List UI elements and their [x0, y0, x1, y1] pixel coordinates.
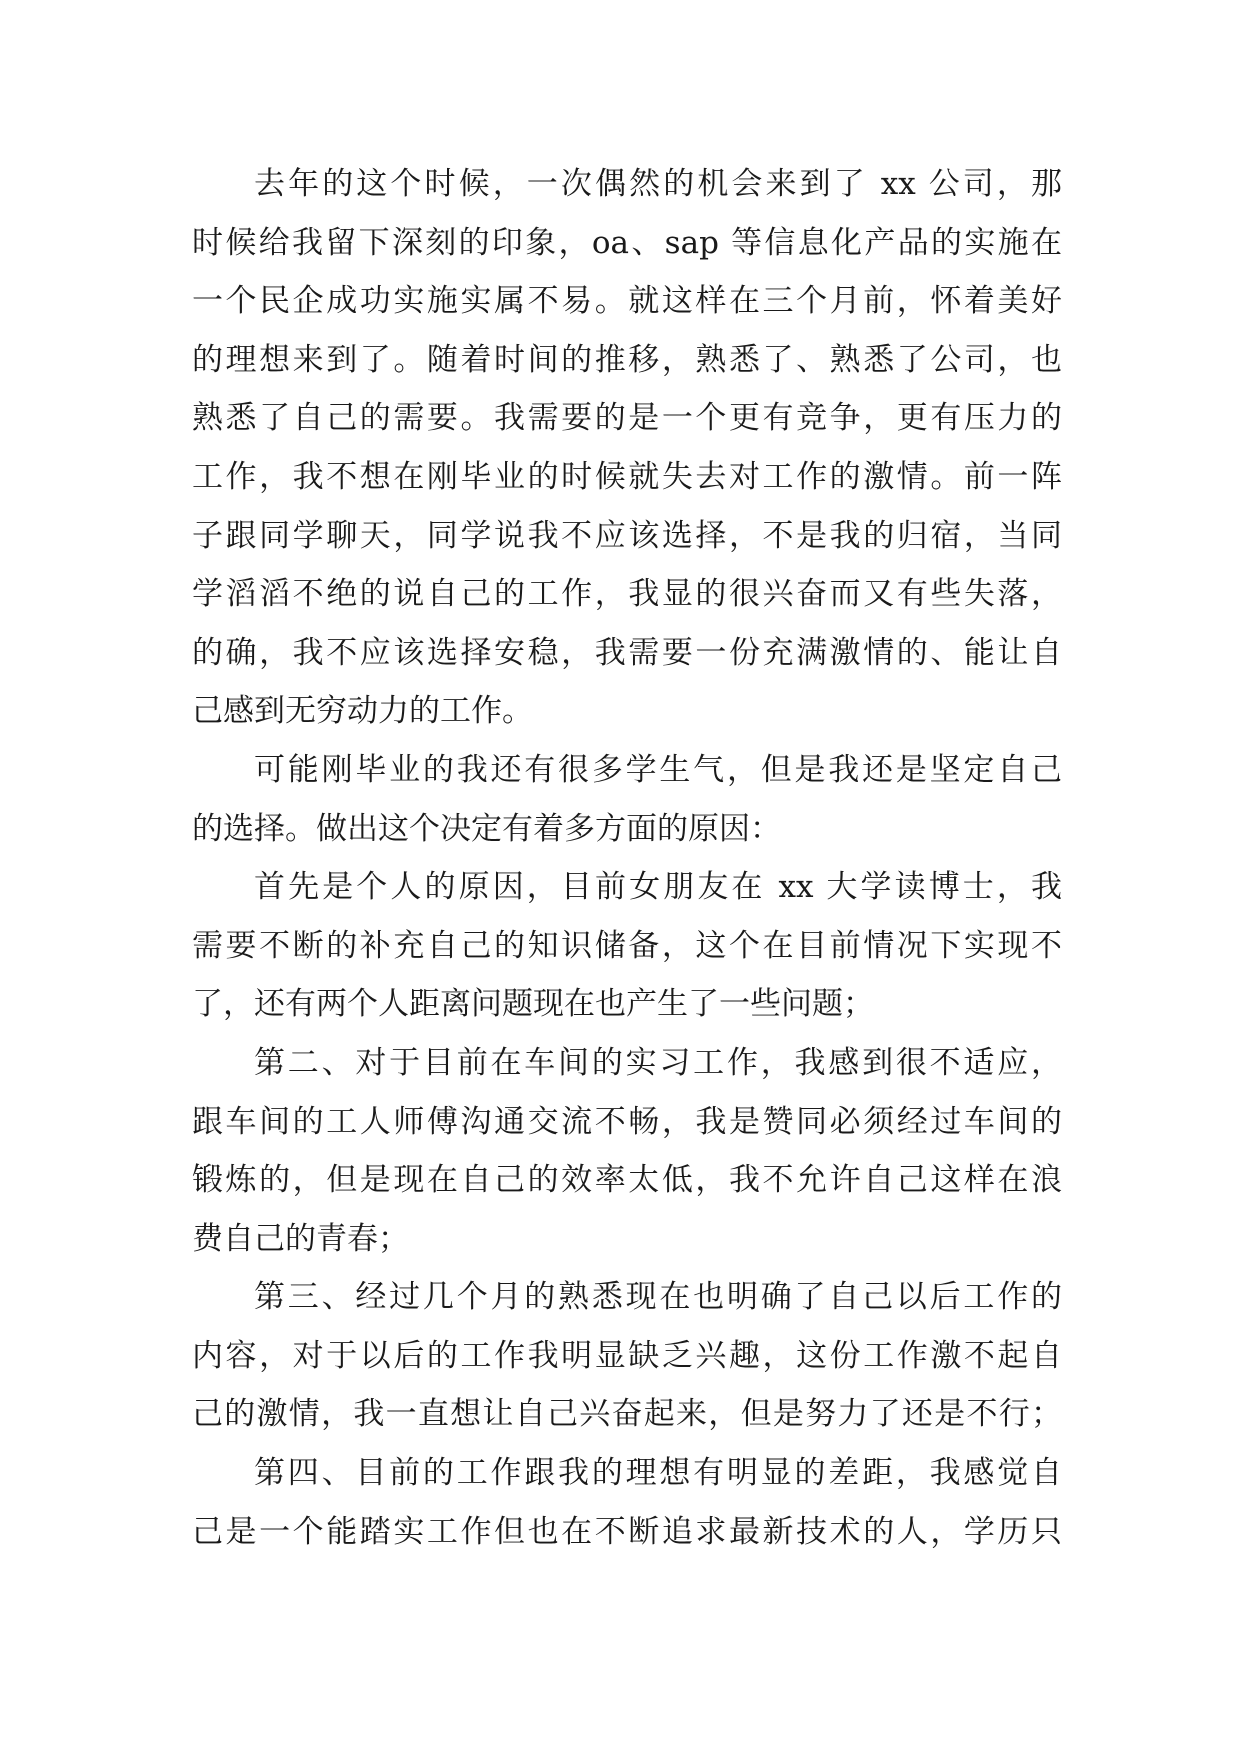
- text-line: 子跟同学聊天，同学说我不应该选择，不是我的归宿，当同: [192, 517, 1062, 554]
- text-line: 第三、经过几个月的熟悉现在也明确了自己以后工作的: [254, 1279, 1062, 1316]
- text-line: 的选择。做出这个决定有着多方面的原因：: [192, 810, 781, 847]
- text-line: 锻炼的，但是现在自己的效率太低，我不允许自己这样在浪: [192, 1162, 1062, 1199]
- document-body: [192, 155, 1062, 1561]
- text-line: 一个民企成功实施实属不易。就这样在三个月前，怀着美好: [192, 283, 1062, 320]
- text-line: 可能刚毕业的我还有很多学生气，但是我还是坚定自己: [254, 751, 1062, 788]
- text-line: 第二、对于目前在车间的实习工作，我感到很不适应，: [254, 1044, 1062, 1081]
- text-line: 己感到无穷动力的工作。: [192, 693, 533, 730]
- text-line: 己的激情，我一直想让自己兴奋起来，但是努力了还是不行；: [192, 1396, 1062, 1433]
- text-line: 的理想来到了。随着时间的推移，熟悉了、熟悉了公司，也: [192, 341, 1062, 378]
- text-line: 需要不断的补充自己的知识储备，这个在目前情况下实现不: [192, 927, 1062, 964]
- text-line: 工作，我不想在刚毕业的时候就失去对工作的激情。前一阵: [192, 458, 1062, 495]
- text-line: 学滔滔不绝的说自己的工作，我显的很兴奋而又有些失落，: [192, 576, 1062, 613]
- text-line: 己是一个能踏实工作但也在不断追求最新技术的人，学历只: [192, 1513, 1062, 1550]
- text-line: 时候给我留下深刻的印象，oa、sap 等信息化产品的实施在: [192, 224, 1062, 261]
- text-line: 熟悉了自己的需要。我需要的是一个更有竞争，更有压力的: [192, 400, 1062, 437]
- text-line: 了，还有两个人距离问题现在也产生了一些问题；: [192, 986, 874, 1023]
- text-line: 费自己的青春；: [192, 1220, 409, 1257]
- text-line: 内容，对于以后的工作我明显缺乏兴趣，这份工作激不起自: [192, 1337, 1062, 1374]
- text-line: 首先是个人的原因，目前女朋友在 xx 大学读博士，我: [254, 869, 1062, 906]
- text-line: 的确，我不应该选择安稳，我需要一份充满激情的、能让自: [192, 634, 1062, 671]
- text-line: 第四、目前的工作跟我的理想有明显的差距，我感觉自: [254, 1455, 1062, 1492]
- text-line: 跟车间的工人师傅沟通交流不畅，我是赞同必须经过车间的: [192, 1103, 1062, 1140]
- text-line: 去年的这个时候，一次偶然的机会来到了 xx 公司，那: [254, 166, 1062, 202]
